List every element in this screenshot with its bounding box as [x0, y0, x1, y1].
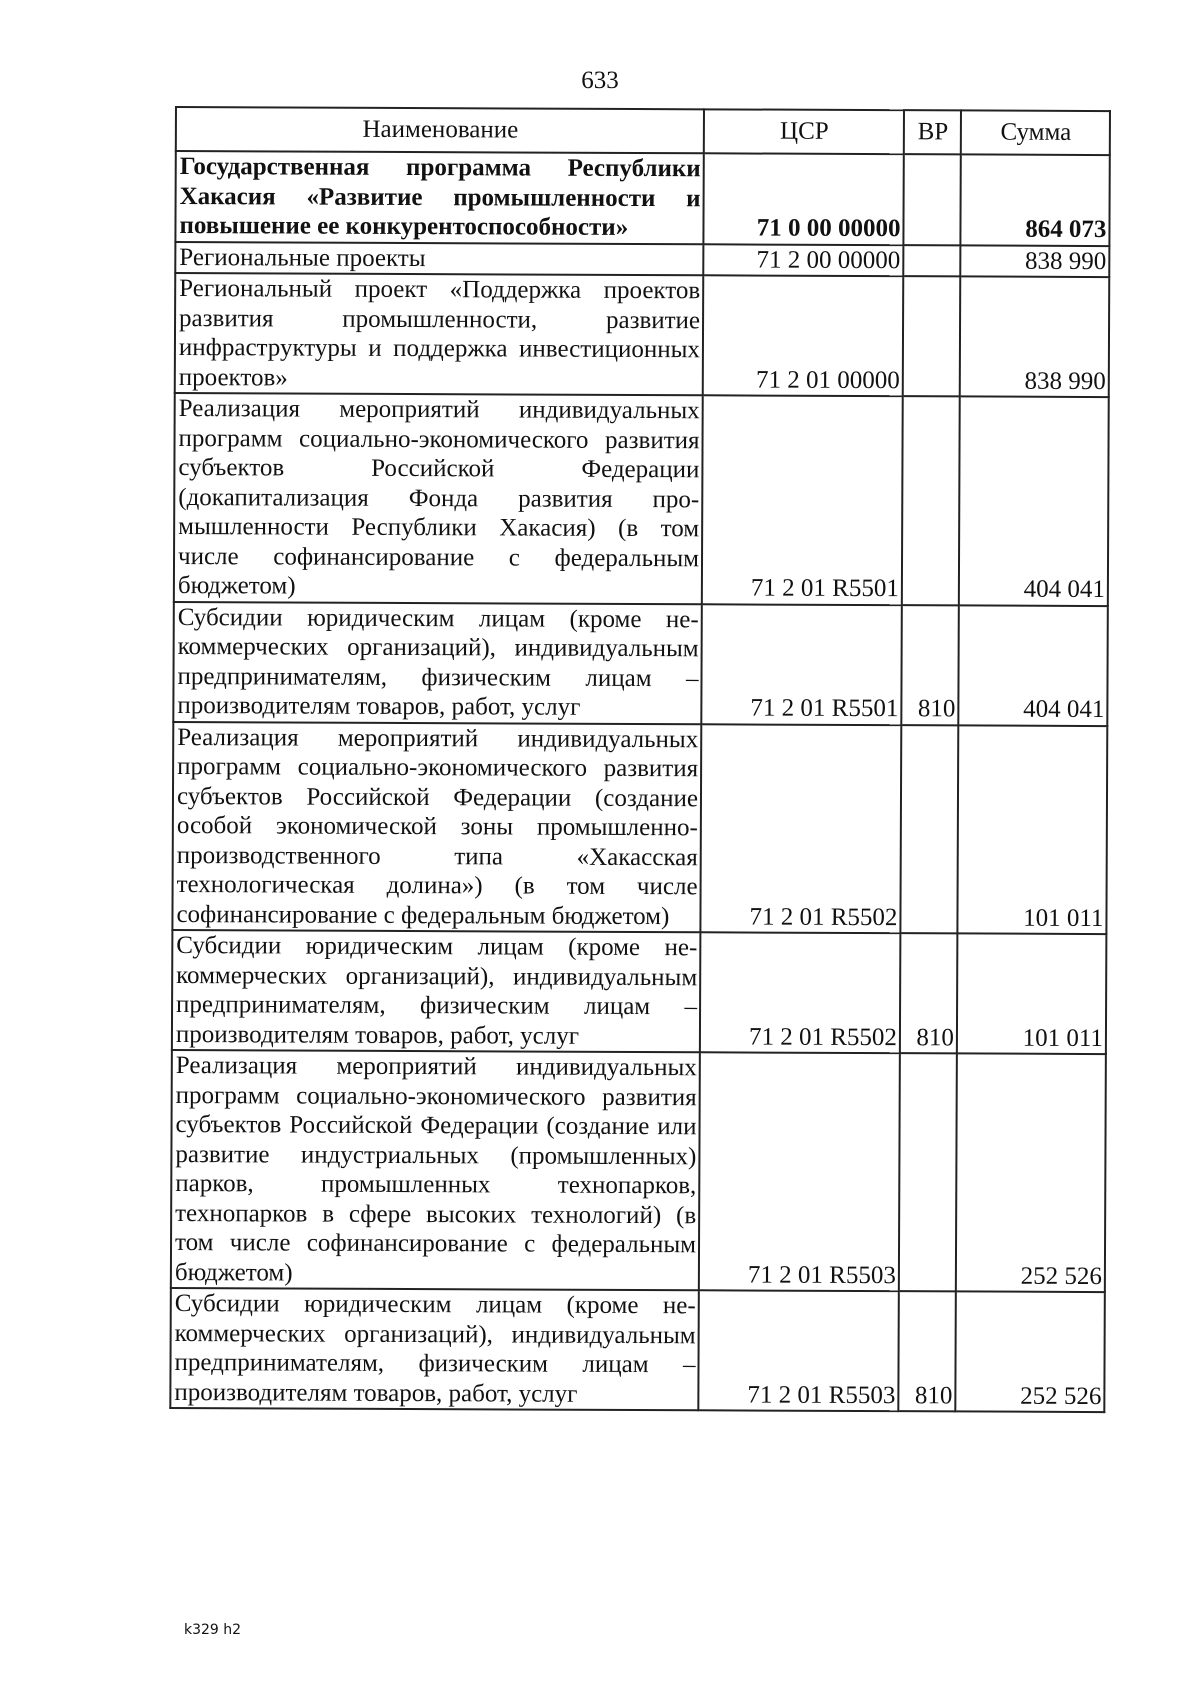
header-sum: Сумма — [961, 110, 1110, 155]
cell-sum: 838 990 — [960, 276, 1110, 397]
cell-name: Субсидии юридическим лицам (кроме некоммерческих организаций), индивидуальным предпринимателям, физическим лицам – производителям товаров, работ, услуг — [173, 601, 702, 723]
cell-csr: 71 2 01 R5501 — [701, 604, 902, 725]
page-number: 633 — [581, 67, 619, 94]
header-csr: ЦСР — [704, 109, 904, 154]
table-header-row — [176, 107, 1110, 155]
table-row — [173, 601, 1108, 725]
cell-csr: 71 2 00 00000 — [703, 244, 903, 276]
budget-table — [169, 106, 1111, 1413]
cell-name: Региональные проекты — [175, 242, 703, 276]
cell-name: Субсидии юридическим лицам (кроме некоммерческих организаций), индивидуальным предпринимателям, физическим лицам – производителям товаров, работ, услуг — [172, 930, 701, 1052]
cell-csr: 71 2 01 00000 — [703, 275, 904, 396]
table-row — [174, 393, 1109, 606]
cell-vr — [902, 396, 960, 605]
cell-name: Реализация мероприятий индивидуальных программ социально-экономического развития субъектов Российской Федерации (создание особой экономической зоны промышленно-производственного типа «Хакасская технологическая долина») (в том числе софинансирование с федеральным бюджетом) — [172, 721, 701, 932]
cell-vr: 810 — [900, 933, 958, 1053]
table-body — [170, 151, 1109, 1412]
cell-vr — [903, 154, 960, 245]
cell-vr — [900, 725, 958, 934]
table-row — [171, 1050, 1106, 1292]
cell-vr — [903, 245, 960, 277]
cell-name: Субсидии юридическим лицам (кроме некоммерческих организаций), индивидуальным предпринимателям, физическим лицам – производителям товаров, работ, услуг — [170, 1288, 699, 1410]
cell-sum: 101 011 — [957, 725, 1107, 934]
table-row — [175, 151, 1109, 246]
cell-csr: 71 0 00 00000 — [703, 153, 903, 244]
cell-name: Региональный проект «Поддержка проектов развития промышленности, развитие инфраструктуры и поддержка инвестиционных проектов» — [175, 273, 704, 395]
cell-sum: 252 526 — [955, 1291, 1105, 1412]
cell-csr: 71 2 01 R5503 — [699, 1052, 900, 1291]
table-row — [170, 1288, 1105, 1412]
cell-csr: 71 2 01 R5501 — [702, 395, 903, 604]
cell-name: Реализация мероприятий индивидуальных программ социально-экономического развития субъектов Российской Федерации (создание или развитие индустриальных (промышленных) парков, промышленных технопарков, технопарков в сфере высоких технологий) (в том числе софинансирование с федеральным бюджетом) — [171, 1050, 700, 1290]
header-vr: ВР — [904, 110, 961, 154]
table-row — [172, 930, 1107, 1054]
cell-vr — [903, 276, 961, 396]
cell-vr — [899, 1053, 957, 1291]
cell-csr: 71 2 01 R5503 — [698, 1290, 899, 1411]
cell-vr: 810 — [898, 1291, 956, 1411]
cell-sum: 864 073 — [960, 154, 1109, 245]
cell-name: Государственная программа Республики Хакасия «Развитие промышленности и повышение ее конкурентоспособности» — [175, 151, 703, 244]
cell-csr: 71 2 01 R5502 — [700, 932, 901, 1053]
cell-name: Реализация мероприятий индивидуальных программ социально-экономического развития субъектов Российской Федерации (докапитализация Фонда развития промышленности Республики Хакасия) (в том числе софинансирование с федеральным бюджетом) — [174, 393, 703, 604]
footer-code: k329 h2 — [184, 1622, 242, 1638]
table-row — [172, 721, 1107, 934]
table-row — [175, 242, 1109, 278]
cell-sum: 404 041 — [959, 396, 1109, 605]
cell-sum: 101 011 — [957, 933, 1107, 1054]
cell-csr: 71 2 01 R5502 — [700, 724, 901, 933]
cell-sum: 252 526 — [956, 1053, 1106, 1292]
cell-sum: 838 990 — [960, 245, 1109, 277]
header-name: Наименование — [176, 107, 704, 153]
table-row — [175, 273, 1110, 397]
cell-vr: 810 — [901, 605, 959, 725]
cell-sum: 404 041 — [958, 605, 1108, 726]
